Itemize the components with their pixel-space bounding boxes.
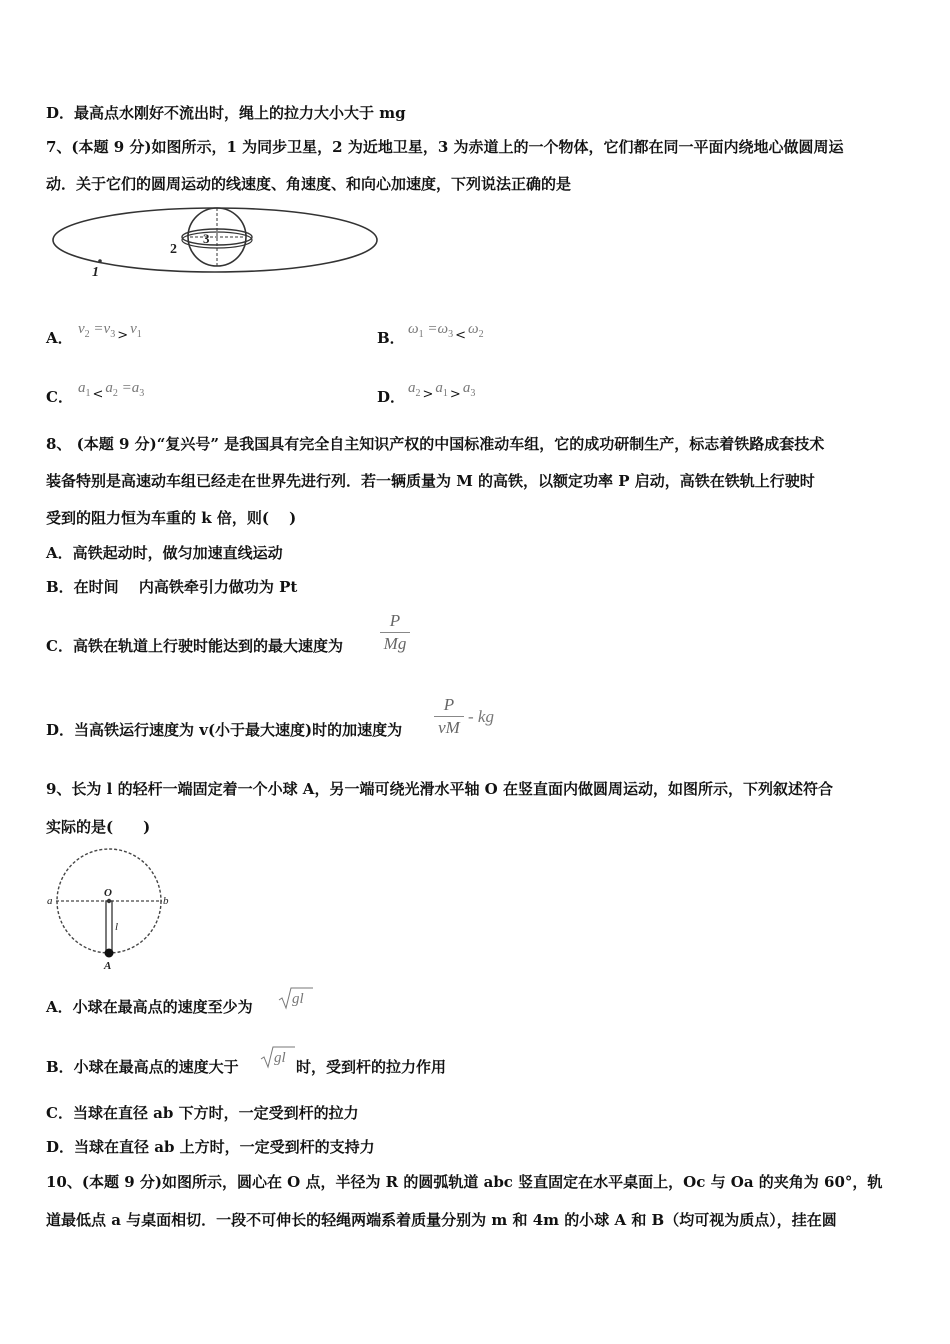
- q8-stem-line2: 装备特别是高速动车组已经走在世界先进行列．若一辆质量为 M 的高铁，以额定功率 P 启动，高铁在铁轨上行驶时: [46, 472, 815, 490]
- q7-option-b-math: $\omega_1 =\omega_3 < \omega_2$: [408, 321, 484, 343]
- q8-c-denominator: Mg: [383, 634, 407, 653]
- q9-fig-label-A: A: [104, 960, 112, 972]
- q8-option-d-tail: - kg: [468, 707, 494, 726]
- q7-option-d-math: $a_2 > a_1 > a_3$: [408, 380, 476, 402]
- q7-fig-label-1: 1: [92, 265, 99, 280]
- q10-stem-line2: 道最低点 a 与桌面相切．一段不可伸长的轻绳两端系着质量分别为 m 和 4m 的小球 A 和 B（均可视为质点），挂在圆: [46, 1211, 837, 1229]
- q8-option-d: D．当高铁运行速度为 v(小于最大速度)时的加速度为: [46, 721, 403, 739]
- q7-option-a-math: $v_2 =v_3 > v_1$: [78, 321, 142, 343]
- q8-option-c: C．高铁在轨道上行驶时能达到的最大速度为: [46, 637, 343, 655]
- q7-option-d-label: D．: [377, 388, 406, 406]
- q9-stem-line1: 9、长为 l 的轻杆一端固定着一个小球 A，另一端可绕光滑水平轴 O 在竖直面内做圆周运动，如图所示，下列叙述符合: [46, 780, 833, 798]
- q7-option-b-label: B．: [377, 329, 405, 347]
- q7-satellite-orbit-figure: [50, 200, 385, 282]
- q9-fig-label-l: l: [115, 921, 119, 933]
- q7-fig-label-3: 3: [203, 231, 210, 246]
- q8-d-numerator: P: [443, 695, 455, 714]
- q9-option-a: A．小球在最高点的速度至少为: [46, 998, 253, 1016]
- q9-option-b-math: gl: [274, 1050, 286, 1066]
- q9-fig-label-b: b: [163, 895, 169, 907]
- q7-stem-line2: 动．关于它们的圆周运动的线速度、角速度、和向心加速度，下列说法正确的是: [46, 175, 572, 193]
- q9-option-d: D．当球在直径 ab 上方时，一定受到杆的支持力: [46, 1138, 375, 1156]
- q7-option-c-math: $a_1 < a_2 =a_3$: [78, 380, 145, 402]
- q9-option-b: B．小球在最高点的速度大于: [46, 1058, 239, 1076]
- q8-option-d-fraction: [434, 695, 464, 738]
- q9-fig-label-a: a: [47, 895, 53, 907]
- q9-rod-circle-figure: [44, 846, 174, 972]
- q8-option-b: B．在时间 内高铁牵引力做功为 Pt: [46, 578, 298, 596]
- q6-option-d: D．最高点水刚好不流出时，绳上的拉力大小大于 mg: [46, 104, 406, 122]
- q8-c-numerator: P: [389, 611, 401, 630]
- q9-option-c: C．当球在直径 ab 下方时，一定受到杆的拉力: [46, 1104, 359, 1122]
- q8-stem-line1: 8、 (本题 9 分)“复兴号” 是我国具有完全自主知识产权的中国标准动车组，它的成功研制生产，标志着铁路成套技术: [46, 435, 825, 453]
- q8-option-c-fraction: [380, 611, 410, 654]
- q9-option-a-math: gl: [292, 991, 304, 1007]
- q8-stem-line3: 受到的阻力恒为车重的 k 倍，则( ): [46, 509, 297, 527]
- q10-stem-line1: 10、(本题 9 分)如图所示，圆心在 O 点，半径为 R 的圆弧轨道 abc 竖直固定在水平桌面上，Oc 与 Oa 的夹角为 60°，轨: [46, 1173, 883, 1191]
- q9-option-b-tail: 时，受到杆的拉力作用: [296, 1058, 447, 1076]
- q8-option-a: A．高铁起动时，做匀加速直线运动: [46, 544, 283, 562]
- q7-option-a-label: A．: [46, 329, 73, 347]
- q8-d-denominator: vM: [438, 718, 460, 737]
- q7-option-c-label: C．: [46, 388, 73, 406]
- q7-fig-label-2: 2: [170, 242, 177, 257]
- q9-fig-label-O: O: [104, 887, 112, 899]
- q9-stem-line2: 实际的是( ): [46, 818, 151, 836]
- q7-stem-line1: 7、(本题 9 分)如图所示，1 为同步卫星，2 为近地卫星，3 为赤道上的一个物体，它们都在同一平面内绕地心做圆周运: [46, 138, 844, 156]
